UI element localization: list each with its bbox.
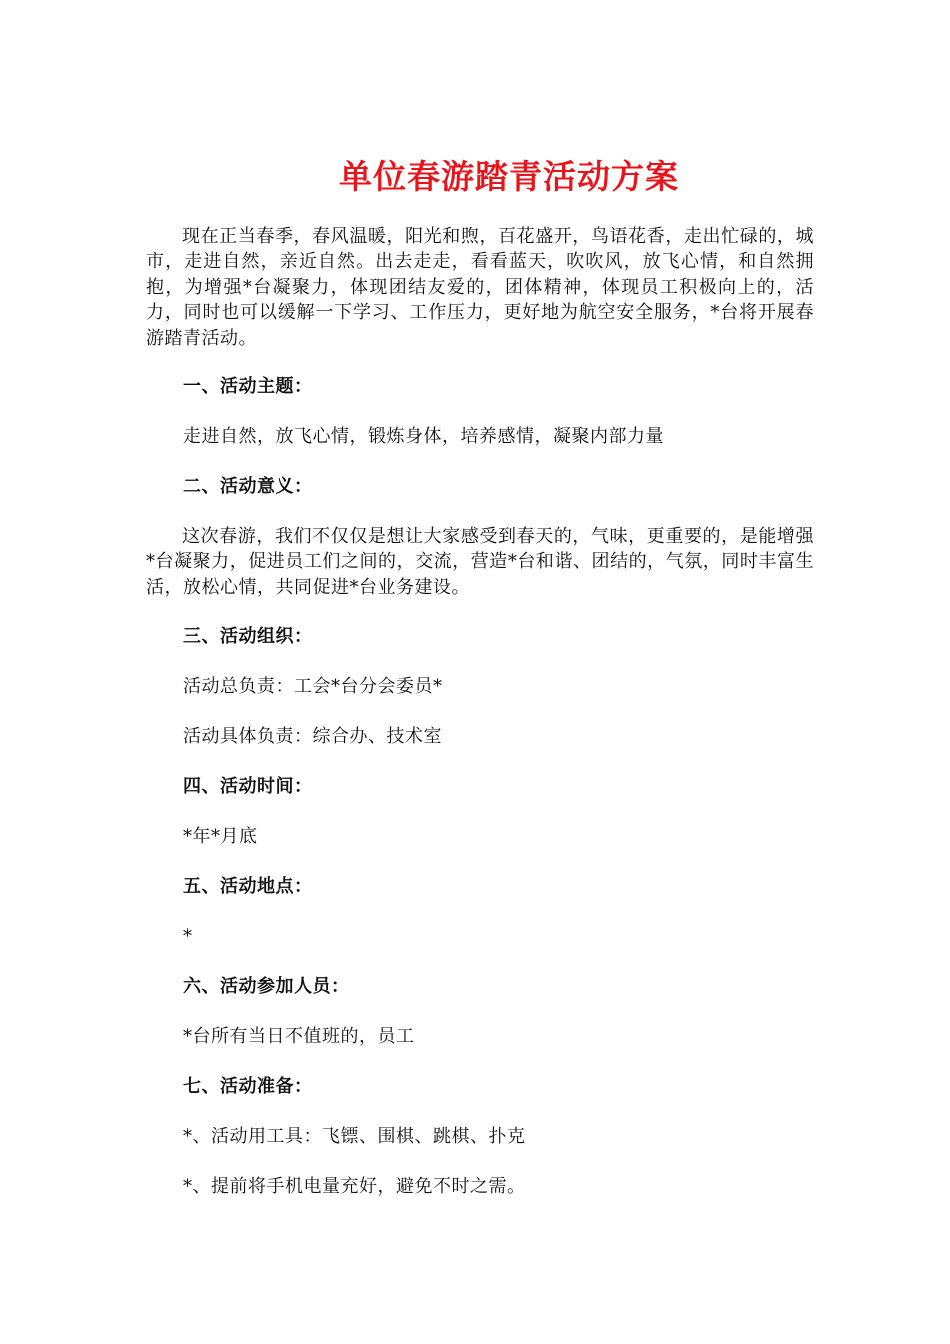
- section-heading-participants: 六、活动参加人员：: [183, 976, 350, 997]
- intro-paragraph: 现在正当春季，春风温暖，阳光和煦，百花盛开，鸟语花香，走出忙碌的，城市，走进自然，亲近自然。出去走走，看看蓝天，吹吹风，放飞心情，和自然拥抱，为增强*台凝聚力，体现团结友爱的，团体精神，体现员工积极向上的，活力，同时也可以缓解一下学习、工作压力，更好地为航空安全服务，*台将开展春游踏青活动。: [146, 226, 814, 349]
- preparation-line-tools: *、活动用工具：飞镖、围棋、跳棋、扑克: [183, 1126, 526, 1147]
- significance-paragraph: 这次春游，我们不仅仅是想让大家感受到春天的，气味，更重要的，是能增强*台凝聚力，促进员工们之间的，交流，营造*台和谐、团结的，气氛，同时丰富生活，放松心情，共同促进*台业务建设。: [146, 526, 814, 598]
- time-text: *年*月底: [183, 826, 258, 847]
- section-heading-preparation: 七、活动准备：: [183, 1076, 313, 1097]
- document-title: 单位春游踏青活动方案: [339, 157, 679, 196]
- participants-text: *台所有当日不值班的，员工: [183, 1026, 415, 1047]
- preparation-line-phone: *、提前将手机电量充好，避免不时之需。: [183, 1176, 526, 1197]
- section-heading-theme: 一、活动主题：: [183, 376, 313, 397]
- section-heading-organization: 三、活动组织：: [183, 626, 313, 647]
- location-text: *: [183, 926, 193, 947]
- theme-text: 走进自然，放飞心情，锻炼身体，培养感情，凝聚内部力量: [183, 426, 664, 447]
- organization-line-specific: 活动具体负责：综合办、技术室: [183, 726, 442, 747]
- organization-line-general: 活动总负责：工会*台分会委员*: [183, 676, 443, 697]
- section-heading-significance: 二、活动意义：: [183, 476, 313, 497]
- section-heading-location: 五、活动地点：: [183, 876, 313, 897]
- section-heading-time: 四、活动时间：: [183, 776, 313, 797]
